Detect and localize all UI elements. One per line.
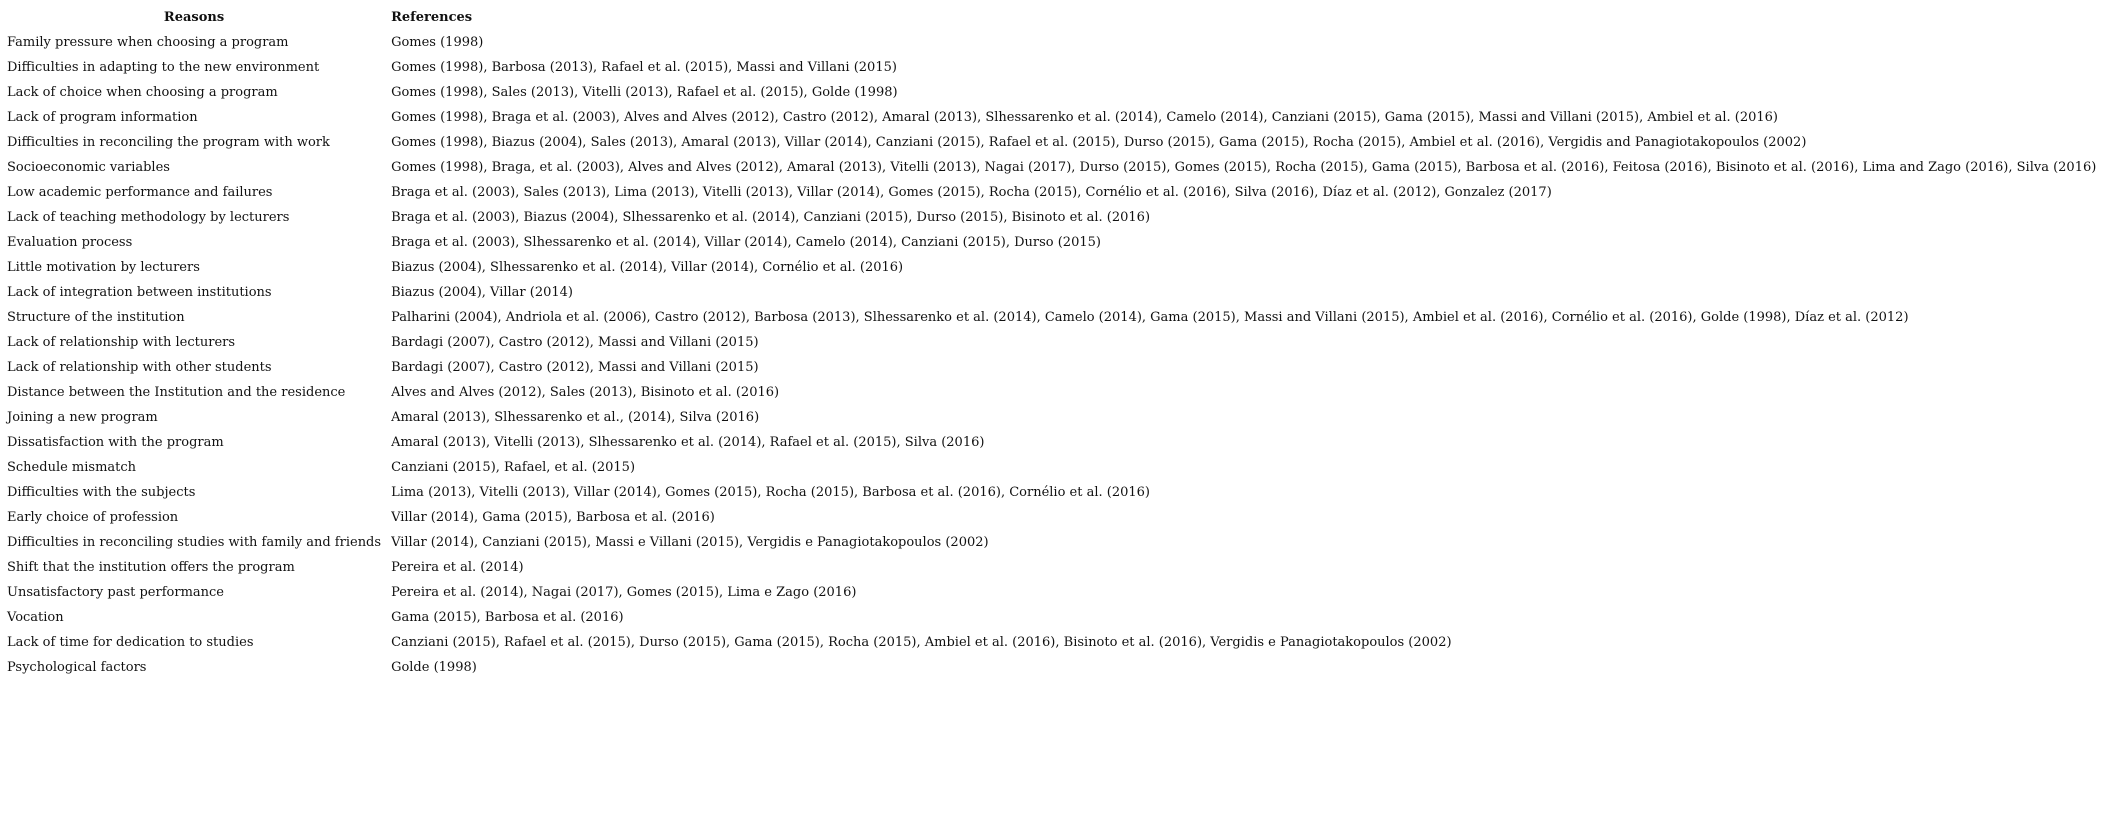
table-row — [2, 405, 2101, 430]
table-row — [2, 505, 2101, 530]
references-cell: Alves and Alves (2012), Sales (2013), Bisinoto et al. (2016) — [391, 385, 780, 400]
table-row — [2, 630, 2101, 655]
reason-cell: Unsatisfactory past performance — [7, 585, 224, 600]
reason-cell: Lack of time for dedication to studies — [7, 635, 254, 650]
reason-cell: Structure of the institution — [7, 310, 185, 325]
reason-cell: Difficulties in adapting to the new environment — [7, 60, 320, 75]
references-cell: Canziani (2015), Rafael, et al. (2015) — [391, 460, 636, 475]
reason-cell: Vocation — [7, 610, 64, 625]
table-row — [2, 305, 2101, 330]
references-cell: Braga et al. (2003), Slhessarenko et al. (2014), Villar (2014), Camelo (2014), Canziani (2015), Durso (2015) — [391, 235, 1101, 250]
table-row — [2, 205, 2101, 230]
references-cell: Gomes (1998), Biazus (2004), Sales (2013), Amaral (2013), Villar (2014), Canziani (2015), Rafael et al. (2015), Durso (2015), Gama (2015), Rocha (2015), Ambiel et al. (2016), Vergidis and Panagiotakopoulos (2002) — [391, 135, 1807, 150]
document-page — [2, 5, 2101, 680]
references-column-header: References — [391, 10, 473, 25]
table-row — [2, 130, 2101, 155]
table-row — [2, 605, 2101, 630]
references-cell: Bardagi (2007), Castro (2012), Massi and Villani (2015) — [391, 335, 759, 350]
table-row — [2, 255, 2101, 280]
table-row — [2, 430, 2101, 455]
table-row — [2, 80, 2101, 105]
table-row — [2, 30, 2101, 55]
reason-cell: Shift that the institution offers the program — [7, 560, 295, 575]
table-row — [2, 355, 2101, 380]
reason-cell: Distance between the Institution and the residence — [7, 385, 346, 400]
table-row — [2, 155, 2101, 180]
references-cell: Braga et al. (2003), Biazus (2004), Slhessarenko et al. (2014), Canziani (2015), Durso (2015), Bisinoto et al. (2016) — [391, 210, 1151, 225]
reason-cell: Schedule mismatch — [7, 460, 137, 475]
reasons-references-table — [2, 5, 2101, 680]
reason-cell: Psychological factors — [7, 660, 147, 675]
references-cell: Palharini (2004), Andriola et al. (2006), Castro (2012), Barbosa (2013), Slhessarenko et al. (2014), Camelo (2014), Gama (2015), Massi and Villani (2015), Ambiel et al. (2016), Cornélio et al. (2016), Golde (1998), Díaz et al. (2012) — [391, 310, 1909, 325]
reason-cell: Lack of choice when choosing a program — [7, 85, 278, 100]
references-cell: Lima (2013), Vitelli (2013), Villar (2014), Gomes (2015), Rocha (2015), Barbosa et al. (2016), Cornélio et al. (2016) — [391, 485, 1150, 500]
table-row — [2, 280, 2101, 305]
references-cell: Gomes (1998), Sales (2013), Vitelli (2013), Rafael et al. (2015), Golde (1998) — [391, 85, 898, 100]
table-row — [2, 380, 2101, 405]
table-body — [2, 30, 2101, 680]
reason-cell: Evaluation process — [7, 235, 133, 250]
table-row — [2, 105, 2101, 130]
references-cell: Villar (2014), Gama (2015), Barbosa et al. (2016) — [391, 510, 715, 525]
references-cell: Gomes (1998), Braga et al. (2003), Alves and Alves (2012), Castro (2012), Amaral (2013), Slhessarenko et al. (2014), Camelo (2014), Canziani (2015), Gama (2015), Massi and Villani (2015), Ambiel et al. (2016) — [391, 110, 1778, 125]
reason-cell: Little motivation by lecturers — [7, 260, 200, 275]
reason-cell: Socioeconomic variables — [7, 160, 170, 175]
references-cell: Biazus (2004), Slhessarenko et al. (2014), Villar (2014), Cornélio et al. (2016) — [391, 260, 904, 275]
table-row — [2, 655, 2101, 680]
table-row — [2, 55, 2101, 80]
reason-cell: Lack of integration between institutions — [7, 285, 272, 300]
reason-cell: Low academic performance and failures — [7, 185, 273, 200]
references-cell: Canziani (2015), Rafael et al. (2015), Durso (2015), Gama (2015), Rocha (2015), Ambiel et al. (2016), Bisinoto et al. (2016), Vergidis e Panagiotakopoulos (2002) — [391, 635, 1452, 650]
references-cell: Bardagi (2007), Castro (2012), Massi and Villani (2015) — [391, 360, 759, 375]
reason-cell: Difficulties in reconciling studies with family and friends — [7, 535, 382, 550]
reasons-column-header: Reasons — [163, 10, 225, 25]
table-header — [2, 5, 2101, 30]
reason-cell: Lack of teaching methodology by lecturers — [7, 210, 290, 225]
table-row — [2, 455, 2101, 480]
references-cell: Amaral (2013), Slhessarenko et al., (2014), Silva (2016) — [391, 410, 760, 425]
table-row — [2, 480, 2101, 505]
references-cell: Gomes (1998), Barbosa (2013), Rafael et al. (2015), Massi and Villani (2015) — [391, 60, 897, 75]
references-cell: Amaral (2013), Vitelli (2013), Slhessarenko et al. (2014), Rafael et al. (2015), Silva (2016) — [391, 435, 985, 450]
reason-cell: Lack of relationship with other students — [7, 360, 272, 375]
references-cell: Golde (1998) — [391, 660, 477, 675]
references-cell: Gama (2015), Barbosa et al. (2016) — [391, 610, 624, 625]
references-cell: Braga et al. (2003), Sales (2013), Lima (2013), Vitelli (2013), Villar (2014), Gomes (2015), Rocha (2015), Cornélio et al. (2016), Silva (2016), Díaz et al. (2012), Gonzalez (2017) — [391, 185, 1552, 200]
reason-cell: Family pressure when choosing a program — [7, 35, 289, 50]
header-row — [2, 5, 2101, 30]
references-cell: Gomes (1998) — [391, 35, 484, 50]
reason-cell: Lack of program information — [7, 110, 198, 125]
reason-cell: Dissatisfaction with the program — [7, 435, 224, 450]
table-row — [2, 180, 2101, 205]
references-cell: Biazus (2004), Villar (2014) — [391, 285, 573, 300]
table-row — [2, 555, 2101, 580]
table-row — [2, 530, 2101, 555]
table-row — [2, 580, 2101, 605]
table-row — [2, 330, 2101, 355]
table-row — [2, 230, 2101, 255]
references-cell: Gomes (1998), Braga, et al. (2003), Alves and Alves (2012), Amaral (2013), Vitelli (2013), Nagai (2017), Durso (2015), Gomes (2015), Rocha (2015), Gama (2015), Barbosa et al. (2016), Feitosa (2016), Bisinoto et al. (2016), Lima and Zago (2016), Silva (2016) — [391, 160, 2097, 175]
reason-cell: Joining a new program — [7, 410, 158, 425]
references-cell: Pereira et al. (2014), Nagai (2017), Gomes (2015), Lima e Zago (2016) — [391, 585, 857, 600]
reason-cell: Lack of relationship with lecturers — [7, 335, 236, 350]
references-cell: Villar (2014), Canziani (2015), Massi e Villani (2015), Vergidis e Panagiotakopoulos (2002) — [391, 535, 989, 550]
reason-cell: Early choice of profession — [7, 510, 179, 525]
reason-cell: Difficulties with the subjects — [7, 485, 196, 500]
reason-cell: Difficulties in reconciling the program with work — [7, 135, 330, 150]
references-cell: Pereira et al. (2014) — [391, 560, 524, 575]
